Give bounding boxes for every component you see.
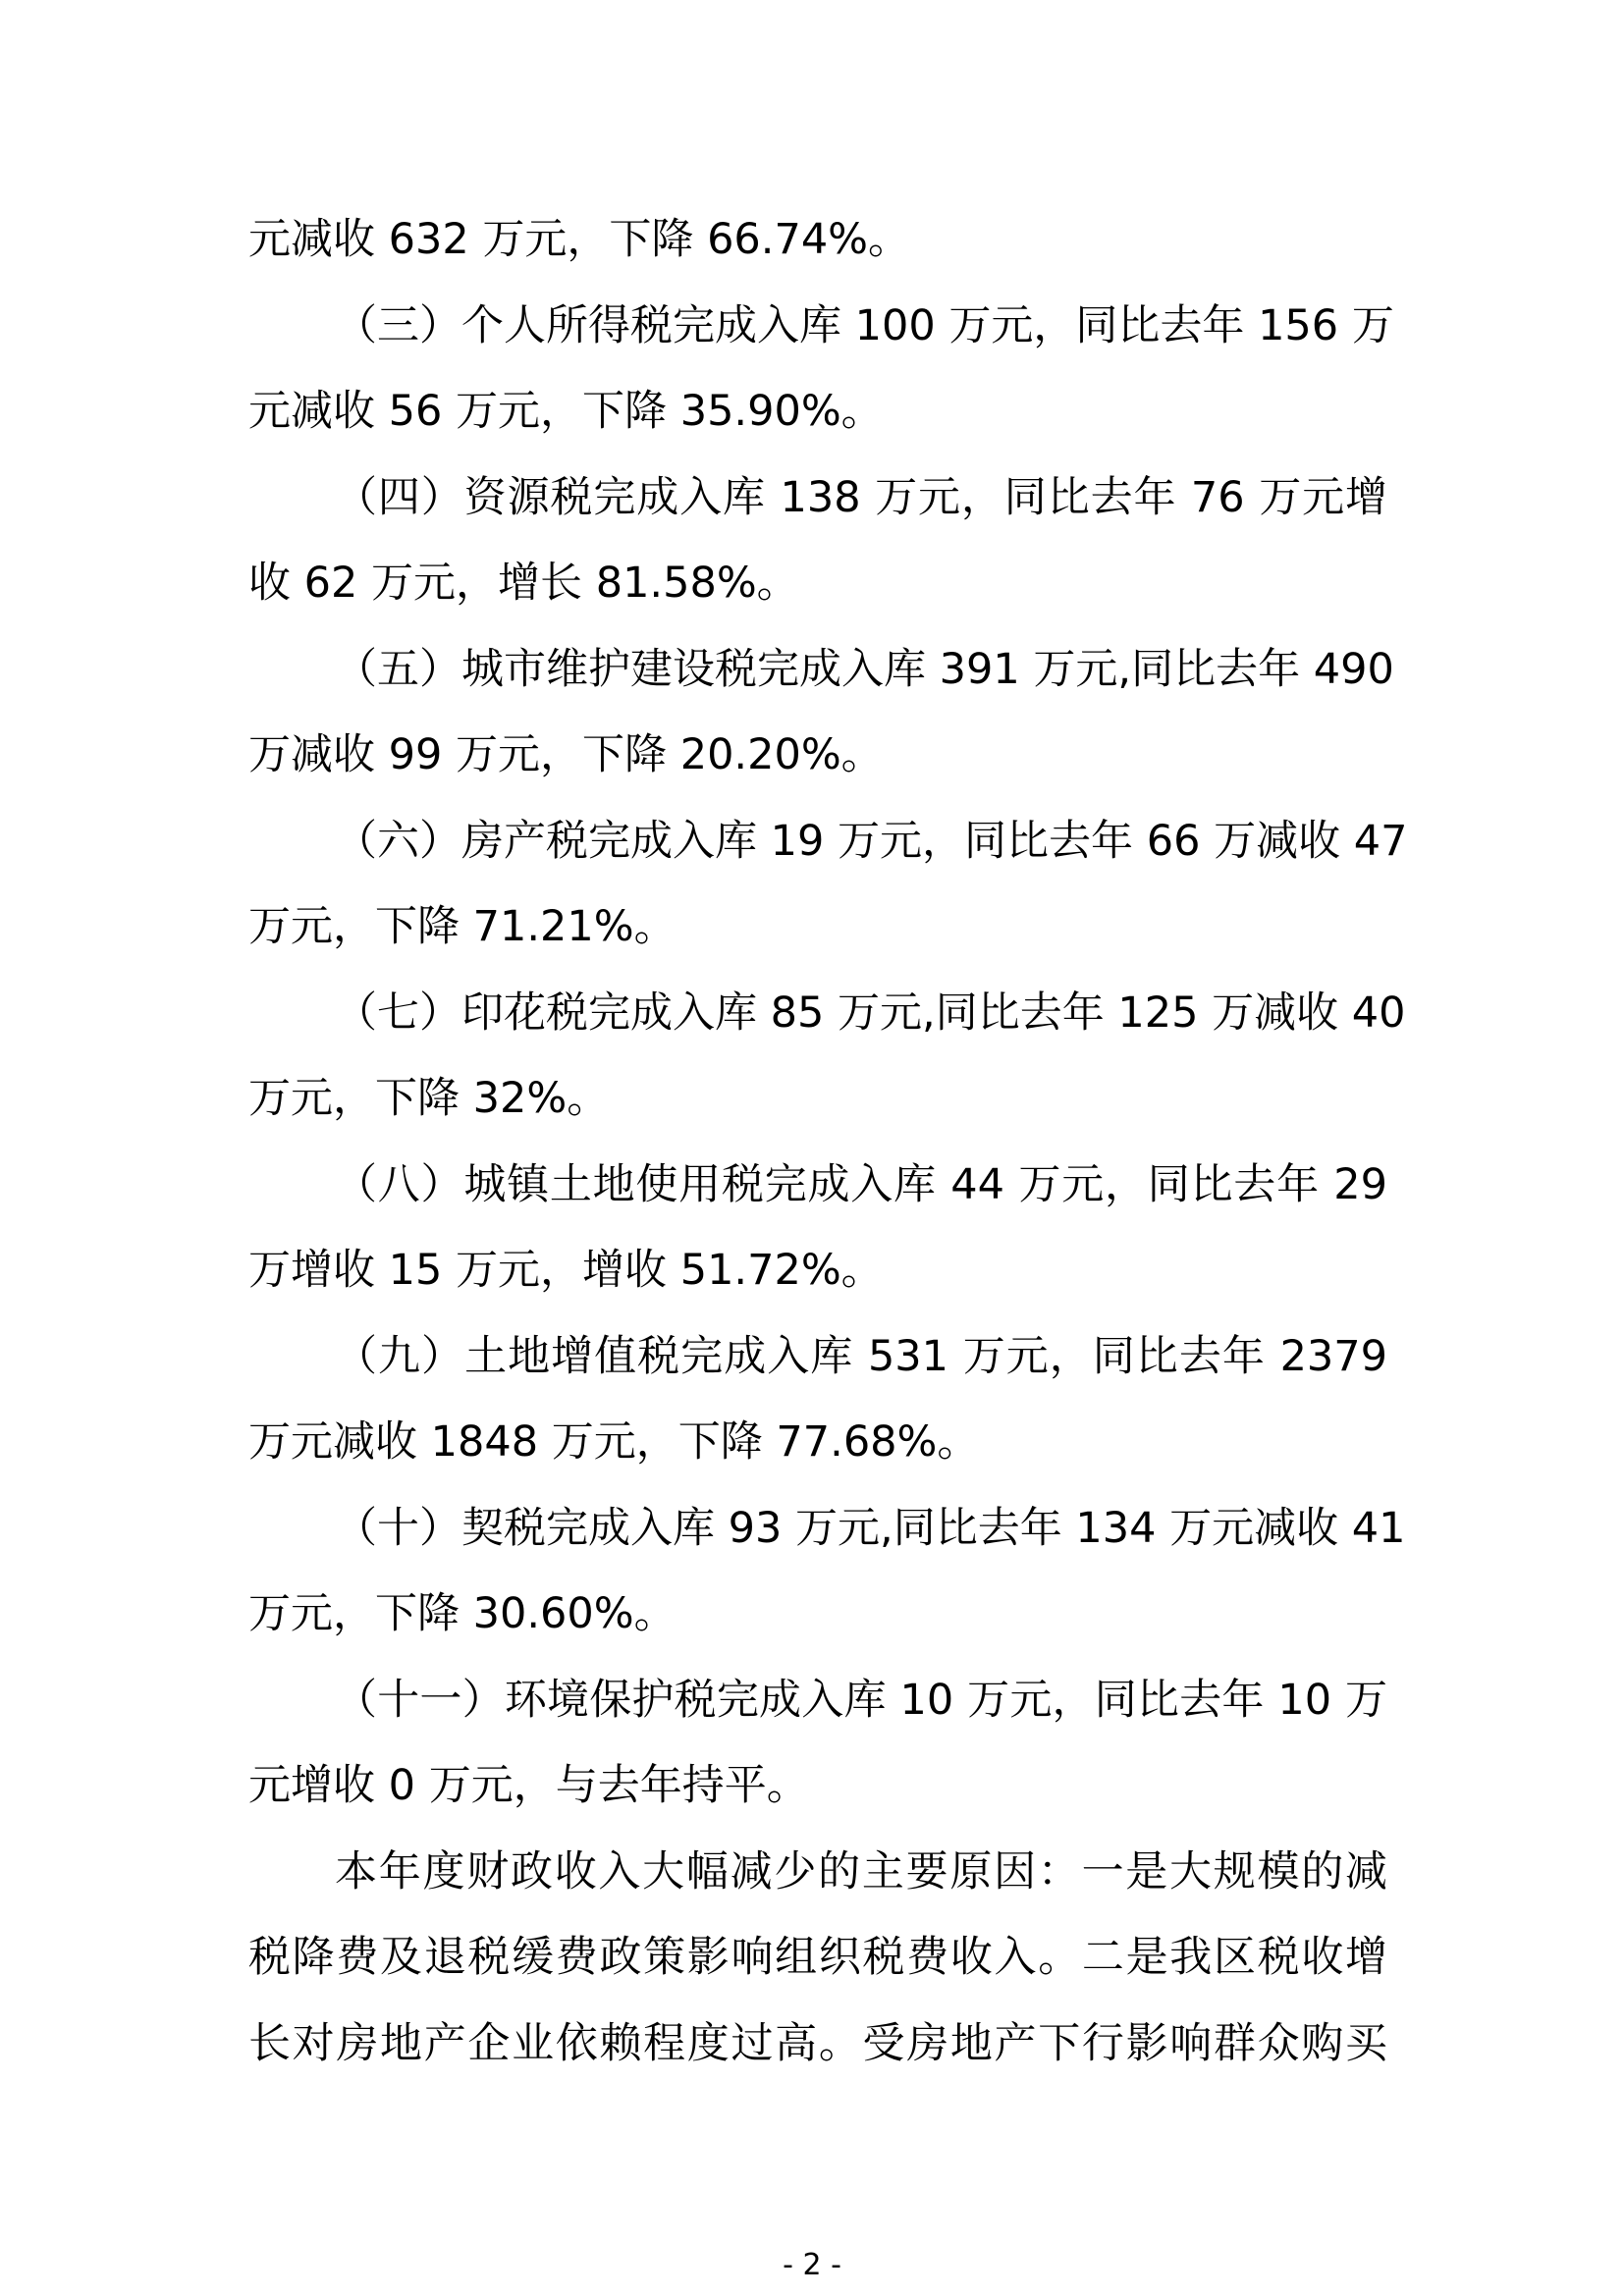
text-line: 收 62 万元，增长 81.58%。 xyxy=(248,559,799,608)
text-line: 元减收 56 万元，下降 35.90%。 xyxy=(248,387,884,436)
text-line: 本年度财政收入大幅减少的主要原因：一是大规模的减 xyxy=(335,1846,1387,1896)
text-line: 元增收 0 万元，与去年持平。 xyxy=(248,1761,809,1810)
page-number: - 2 - xyxy=(783,2248,841,2282)
text-line: （十一）环境保护税完成入库 10 万元，同比去年 10 万 xyxy=(335,1675,1387,1725)
text-line: （六）房产税完成入库 19 万元，同比去年 66 万减收 47 xyxy=(335,816,1408,866)
text-line: 元减收 632 万元，下降 66.74%。 xyxy=(248,215,911,264)
text-line: 长对房地产企业依赖程度过高。受房地产下行影响群众购买 xyxy=(248,2018,1387,2068)
text-line: （四）资源税完成入库 138 万元，同比去年 76 万元增 xyxy=(335,472,1387,522)
text-line: 万元，下降 71.21%。 xyxy=(248,902,677,951)
text-line: （十）契税完成入库 93 万元,同比去年 134 万元减收 41 xyxy=(335,1503,1406,1553)
text-line: （七）印花税完成入库 85 万元,同比去年 125 万减收 40 xyxy=(335,988,1406,1038)
text-line: （三）个人所得税完成入库 100 万元，同比去年 156 万 xyxy=(335,300,1394,350)
text-line: 税降费及退税缓费政策影响组织税费收入。二是我区税收增 xyxy=(248,1933,1387,1982)
text-line: （五）城市维护建设税完成入库 391 万元,同比去年 490 xyxy=(335,644,1394,694)
text-line: 万元减收 1848 万元，下降 77.68%。 xyxy=(248,1417,980,1467)
text-line: 万元，下降 32%。 xyxy=(248,1074,610,1123)
text-line: （八）城镇土地使用税完成入库 44 万元，同比去年 29 xyxy=(335,1159,1387,1209)
text-line: （九）土地增值税完成入库 531 万元，同比去年 2379 xyxy=(335,1331,1387,1381)
text-line: 万减收 99 万元，下降 20.20%。 xyxy=(248,730,884,779)
text-line: 万元，下降 30.60%。 xyxy=(248,1589,677,1638)
document-body xyxy=(248,197,1408,2087)
text-line: 万增收 15 万元，增收 51.72%。 xyxy=(248,1246,884,1295)
